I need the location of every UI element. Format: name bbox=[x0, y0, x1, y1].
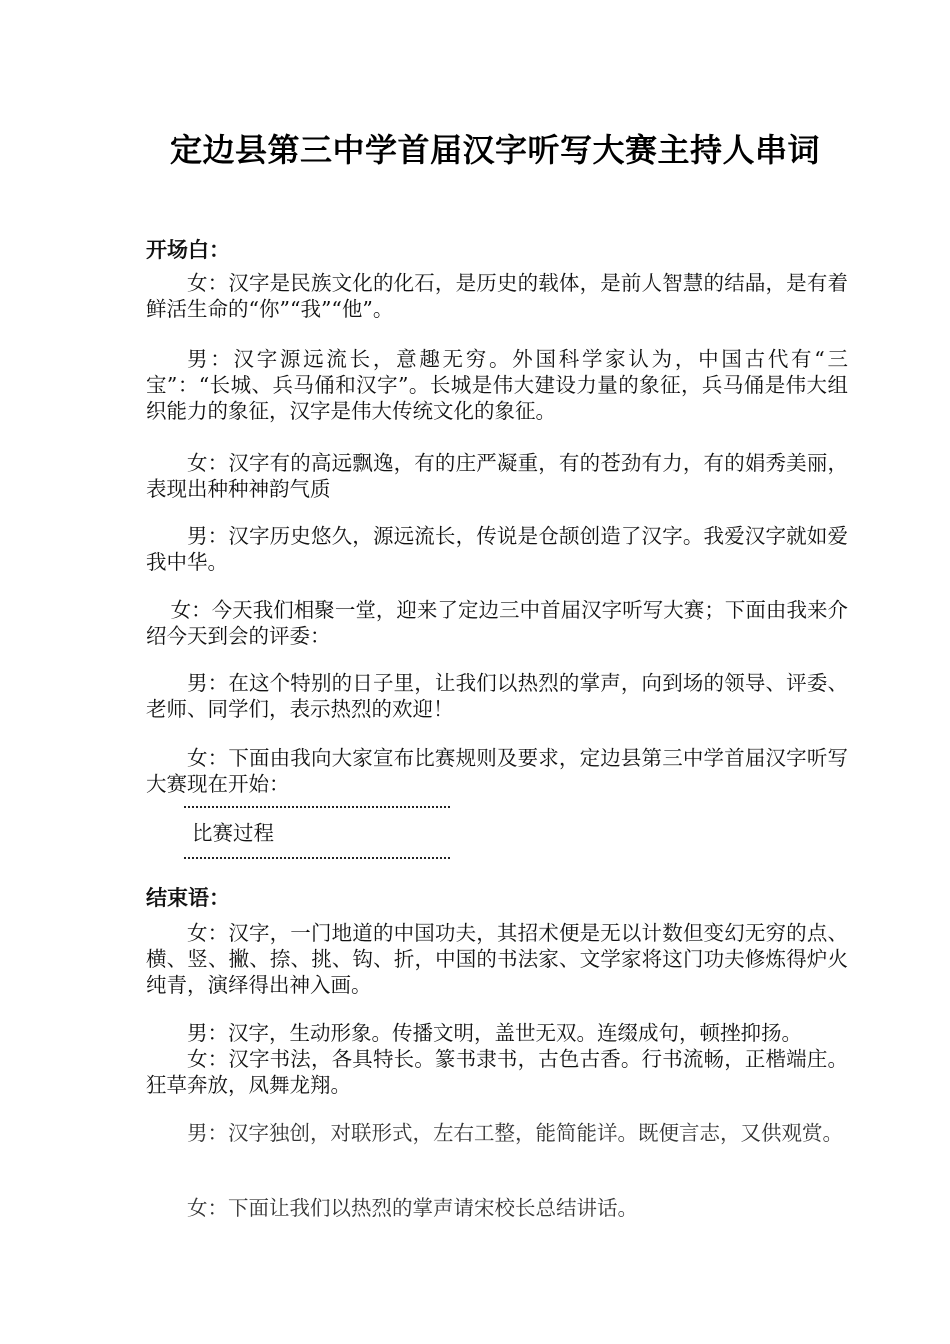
opening-paragraph-6: 男：在这个特别的日子里，让我们以热烈的掌声，向到场的领导、评委、老师、同学们，表示热烈的欢迎！ bbox=[146, 671, 848, 721]
opening-paragraph-4: 男：汉字历史悠久，源远流长，传说是仓颉创造了汉字。我爱汉字就如爱我中华。 bbox=[146, 524, 848, 574]
opening-heading: 开场白： bbox=[146, 237, 230, 262]
closing-heading: 结束语： bbox=[146, 885, 230, 910]
closing-paragraph-2: 男：汉字，生动形象。传播文明，盖世无双。连缀成句，顿挫抑扬。 bbox=[187, 1021, 802, 1045]
closing-paragraph-3: 女：汉字书法，各具特长。篆书隶书，古色古香。行书流畅，正楷端庄。狂草奔放，凤舞龙翔。 bbox=[146, 1047, 848, 1097]
opening-paragraph-2: 男：汉字源远流长，意趣无穷。外国科学家认为，中国古代有“三宝”：“长城、兵马俑和汉字”。长城是伟大建设力量的象征，兵马俑是伟大组织能力的象征，汉字是伟大传统文化的象征。 bbox=[146, 347, 848, 423]
dotted-separator-top bbox=[184, 802, 450, 808]
closing-paragraph-5: 女：下面让我们以热烈的掌声请宋校长总结讲话。 bbox=[187, 1196, 638, 1220]
opening-paragraph-5: 女：今天我们相聚一堂，迎来了定边三中首届汉字听写大赛；下面由我来介绍今天到会的评委： bbox=[146, 598, 848, 648]
opening-paragraph-7: 女：下面由我向大家宣布比赛规则及要求，定边县第三中学首届汉字听写大赛现在开始： bbox=[146, 746, 848, 796]
document-title: 定边县第三中学首届汉字听写大赛主持人串词 bbox=[169, 131, 820, 169]
closing-paragraph-1: 女：汉字，一门地道的中国功夫，其招术便是无以计数但变幻无穷的点、横、竖、撇、捺、挑、钩、折，中国的书法家、文学家将这门功夫修炼得炉火纯青，演绎得出神入画。 bbox=[146, 921, 848, 997]
opening-paragraph-3: 女：汉字有的高远飘逸，有的庄严凝重，有的苍劲有力，有的娟秀美丽，表现出种种神韵气质 bbox=[146, 451, 848, 501]
dotted-separator-bottom bbox=[184, 853, 450, 859]
opening-paragraph-1: 女：汉字是民族文化的化石，是历史的载体，是前人智慧的结晶，是有着鲜活生命的“你”“我”“他”。 bbox=[146, 271, 848, 321]
process-label: 比赛过程 bbox=[192, 821, 274, 845]
closing-paragraph-4: 男：汉字独创，对联形式，左右工整，能简能详。既便言志，又供观赏。 bbox=[187, 1121, 843, 1145]
